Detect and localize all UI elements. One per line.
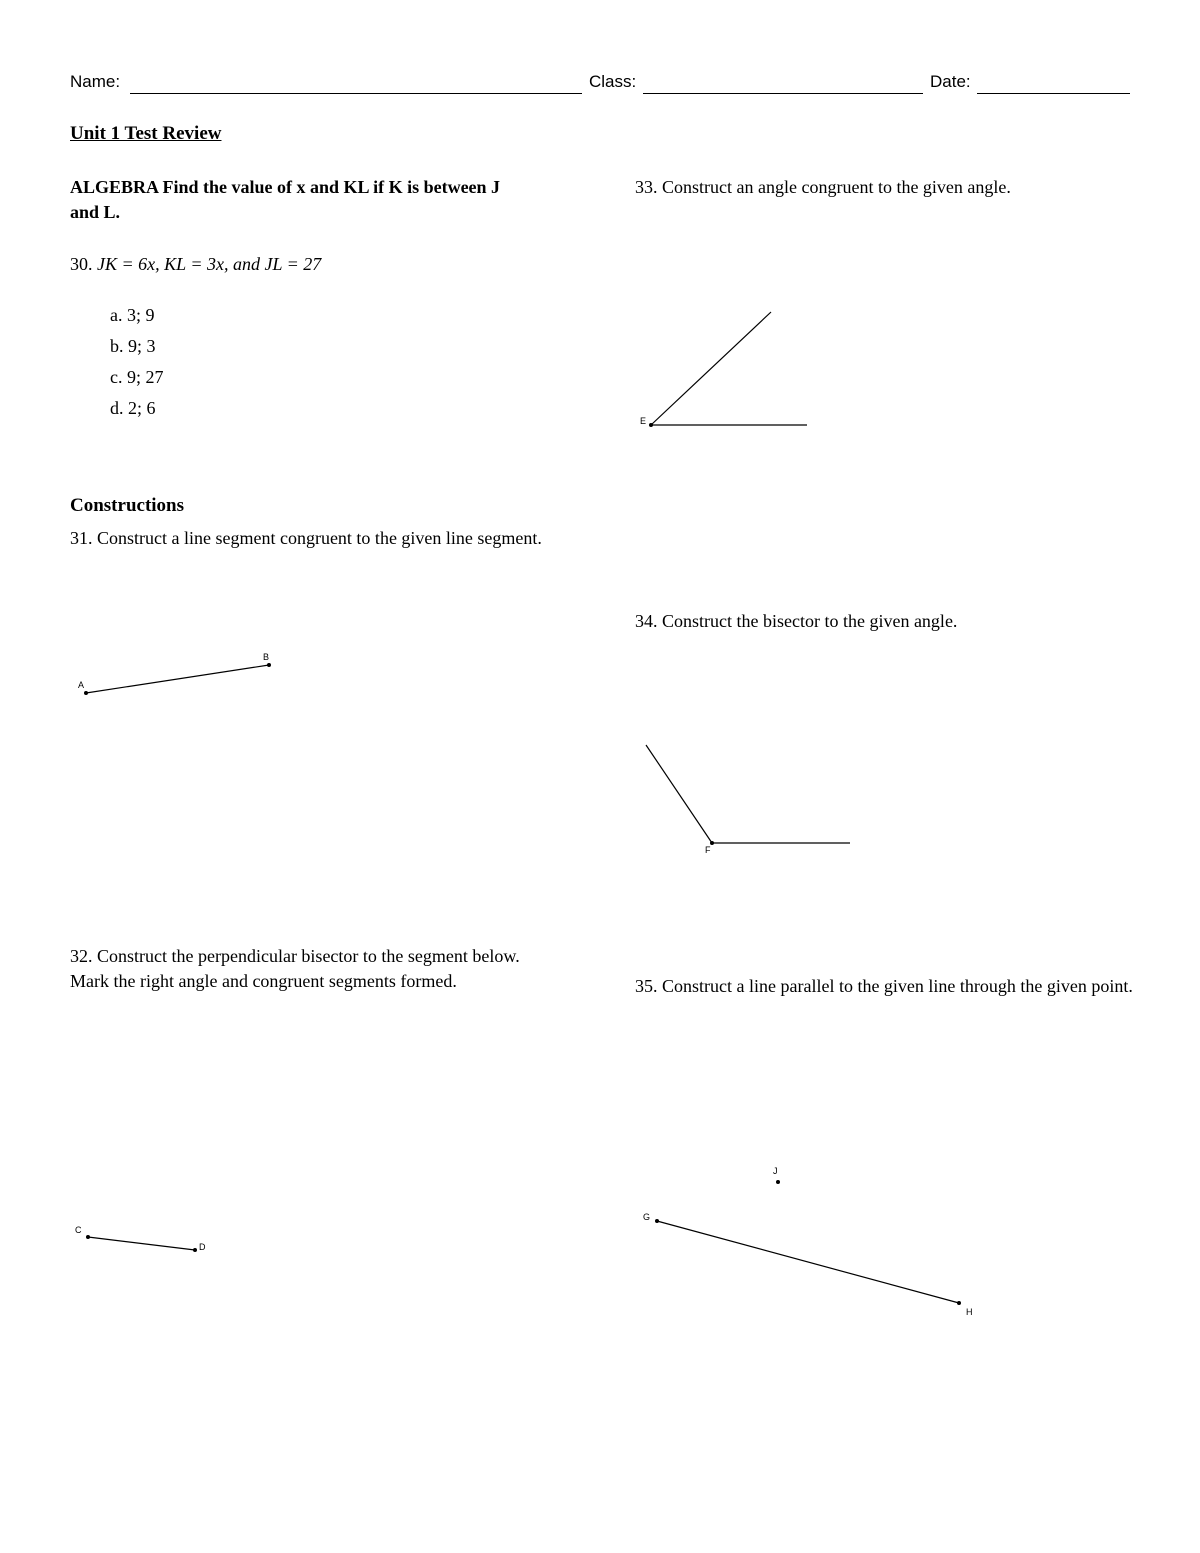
point-a	[84, 691, 88, 695]
choice-b[interactable]: b. 9; 3	[110, 336, 156, 356]
point-b	[267, 663, 271, 667]
question-30-expression: JK = 6x, KL = 3x, and JL = 27	[97, 254, 322, 274]
label-a: A	[78, 680, 85, 690]
choice-d[interactable]: d. 2; 6	[110, 398, 156, 418]
angle-e-ray-1	[651, 312, 771, 425]
segment-cd	[88, 1237, 195, 1250]
question-34: 34. Construct the bisector to the given angle.	[635, 611, 958, 631]
label-c: C	[75, 1225, 82, 1235]
question-32: 32. Construct the perpendicular bisector to the segment below. Mark the right angle and congruent segments formed.	[70, 946, 520, 991]
choice-c[interactable]: c. 9; 27	[110, 367, 164, 387]
line-gh-figure	[643, 1166, 973, 1317]
point-h	[957, 1301, 961, 1305]
date-label: Date:	[930, 72, 971, 91]
label-g: G	[643, 1212, 651, 1222]
question-35: 35. Construct a line parallel to the given line through the given point.	[635, 976, 1133, 996]
constructions-heading: Constructions	[70, 495, 185, 516]
name-label: Name:	[70, 72, 121, 91]
point-e	[649, 423, 653, 427]
point-c	[86, 1235, 90, 1239]
label-b: B	[263, 652, 270, 662]
angle-e-figure	[640, 312, 807, 427]
question-31: 31. Construct a line segment congruent to the given line segment.	[70, 528, 542, 548]
segment-ab-figure	[78, 652, 271, 695]
line-gh	[657, 1221, 959, 1303]
choice-a[interactable]: a. 3; 9	[110, 305, 155, 325]
point-d	[193, 1248, 197, 1252]
angle-f-ray-1	[646, 745, 712, 843]
label-j: J	[773, 1166, 778, 1176]
point-j	[776, 1180, 780, 1184]
point-f	[710, 841, 714, 845]
algebra-prefix: ALGEBRA	[70, 177, 159, 197]
point-g	[655, 1219, 659, 1223]
segment-cd-figure	[75, 1225, 206, 1252]
question-33: 33. Construct an angle congruent to the given angle.	[635, 177, 1011, 197]
label-h: H	[966, 1307, 973, 1317]
page-title: Unit 1 Test Review	[70, 123, 222, 144]
label-e: E	[640, 416, 647, 426]
question-30-number: 30.	[70, 254, 93, 274]
label-d: D	[199, 1242, 206, 1252]
segment-ab	[86, 665, 269, 693]
class-label: Class:	[589, 72, 637, 91]
label-f: F	[705, 845, 711, 855]
angle-f-figure	[646, 745, 850, 855]
algebra-heading-text: Find the value of x and KL if K is between J and L.	[70, 177, 501, 222]
